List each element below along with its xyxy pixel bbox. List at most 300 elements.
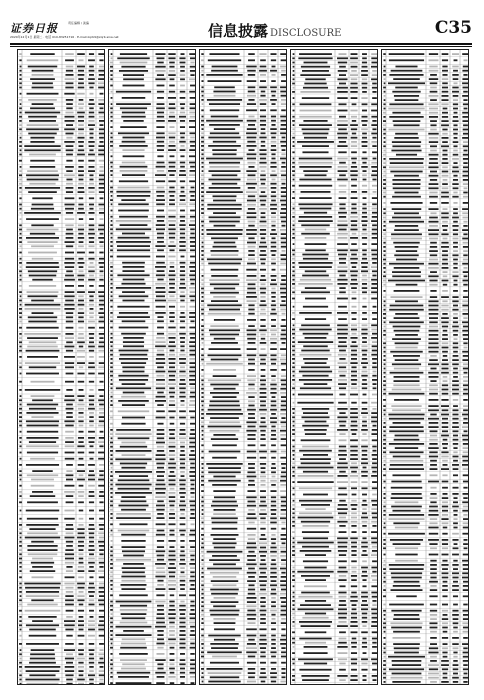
table-cell-text — [210, 283, 239, 285]
table-cell-text — [88, 120, 94, 122]
table-cell-text — [281, 170, 287, 172]
table-cell-text — [281, 551, 287, 553]
table-cell-text — [351, 312, 356, 314]
table-cell-text — [248, 221, 256, 223]
table-cell-text — [179, 530, 185, 532]
table-cell-text — [271, 325, 276, 327]
table-cell-text — [271, 263, 276, 265]
table-cell-text — [351, 375, 357, 377]
table-cell-text — [260, 430, 265, 432]
table-cell-text — [281, 384, 286, 386]
table-cell-text — [99, 562, 104, 564]
table-cell-text — [441, 456, 448, 458]
table-cell-text — [180, 379, 185, 381]
table-cell-text — [99, 474, 103, 476]
table-cell-text — [180, 509, 185, 511]
table-cell-text — [453, 372, 458, 374]
table-cell-text — [442, 474, 447, 476]
table-cell-text — [442, 116, 448, 118]
table-cell-text — [79, 179, 84, 181]
table-cell-text — [110, 584, 112, 586]
table-cell-text — [292, 550, 295, 552]
table-cell-text — [430, 501, 436, 503]
table-cell-text — [281, 444, 287, 446]
table-cell-text — [157, 423, 163, 425]
table-cell-text — [110, 241, 112, 243]
table-cell-text — [302, 375, 328, 377]
table-cell-text — [299, 450, 332, 452]
table-cell-text — [383, 342, 386, 344]
table-cell-text — [259, 354, 266, 356]
table-cell-text — [89, 341, 94, 343]
table-cell-text — [248, 668, 255, 670]
table-cell-text — [169, 126, 174, 128]
table-cell-text — [362, 185, 367, 187]
table-cell-text — [78, 653, 83, 655]
table-cell-text — [292, 608, 294, 610]
table-cell-text — [280, 392, 287, 394]
table-cell-text — [300, 354, 332, 356]
table-cell-text — [99, 491, 103, 493]
table-cell-text — [270, 388, 276, 390]
table-cell-text — [31, 416, 53, 418]
table-cell-text — [452, 74, 458, 76]
table-cell-text — [292, 638, 295, 640]
table-cell-text — [248, 166, 254, 168]
table-cell-text — [156, 442, 165, 444]
table-cell-text — [190, 141, 196, 143]
table-cell-text — [115, 433, 151, 435]
table-cell-text — [338, 166, 348, 168]
table-cell-text — [169, 492, 176, 494]
table-cell-text — [201, 325, 204, 327]
table-cell-text — [463, 158, 468, 160]
table-cell-text — [350, 124, 358, 126]
table-cell-text — [180, 429, 186, 431]
table-cell-text — [429, 175, 439, 177]
table-cell-text — [190, 210, 195, 212]
table-cell-text — [248, 593, 256, 595]
table-cell-text — [362, 638, 366, 640]
table-cell-text — [99, 683, 104, 685]
table-cell-text — [180, 300, 184, 302]
table-cell-text — [362, 525, 366, 527]
table-cell-text — [201, 635, 204, 637]
table-cell-text — [384, 271, 386, 273]
table-cell-text — [213, 513, 236, 515]
table-cell-text — [157, 141, 164, 143]
table-cell-text — [27, 474, 58, 476]
table-cell-text — [99, 524, 104, 526]
table-cell-text — [79, 270, 84, 272]
table-cell-text — [441, 363, 448, 365]
table-cell-text — [362, 646, 367, 648]
table-cell-text — [271, 496, 276, 498]
table-cell-text — [453, 162, 457, 164]
table-cell-text — [372, 617, 378, 619]
table-cell-text — [293, 646, 295, 648]
table-cell-text — [118, 676, 149, 678]
table-cell-text — [442, 652, 447, 654]
table-cell-text — [99, 285, 104, 287]
table-cell-text — [110, 287, 112, 289]
table-cell-text — [156, 492, 166, 494]
table-cell-text — [362, 57, 367, 59]
table-cell-text — [212, 396, 236, 398]
table-cell-text — [462, 560, 469, 562]
table-cell-text — [430, 246, 437, 248]
table-cell-text — [179, 141, 185, 143]
table-cell-text — [89, 399, 94, 401]
table-cell-text — [247, 476, 257, 478]
table-cell-text — [453, 439, 459, 441]
table-cell-text — [89, 381, 94, 383]
table-cell-text — [394, 137, 418, 139]
table-cell-text — [430, 610, 437, 612]
table-cell-text — [339, 208, 345, 210]
table-cell-text — [362, 387, 367, 389]
table-cell-text — [190, 588, 196, 590]
table-cell-text — [305, 237, 327, 239]
table-cell-text — [259, 576, 267, 578]
table-cell-text — [271, 471, 276, 473]
table-cell-text — [362, 87, 367, 89]
table-cell-text — [383, 443, 386, 445]
table-cell-text — [26, 420, 59, 422]
table-cell-text — [110, 509, 113, 511]
table-cell-text — [292, 546, 294, 548]
table-cell-text — [372, 596, 378, 598]
table-cell-text — [88, 321, 95, 323]
table-cell-text — [189, 563, 195, 565]
table-cell-text — [393, 456, 421, 458]
table-cell-text — [394, 330, 420, 332]
table-cell-text — [338, 487, 346, 489]
table-cell-text — [88, 408, 95, 410]
table-cell-text — [89, 545, 95, 547]
table-cell-text — [442, 313, 447, 315]
table-cell-text — [209, 179, 241, 181]
table-cell-text — [350, 216, 358, 218]
table-cell-text — [260, 258, 266, 260]
table-cell-text — [66, 82, 74, 84]
table-cell-text — [157, 195, 165, 197]
table-cell-text — [77, 373, 84, 375]
table-cell-text — [155, 300, 166, 302]
table-cell-text — [260, 668, 265, 670]
table-cell-text — [170, 509, 175, 511]
table-cell-text — [259, 628, 266, 630]
table-cell-text — [430, 355, 436, 357]
table-cell-text — [430, 380, 436, 382]
table-cell-text — [19, 553, 21, 555]
table-cell-text — [383, 460, 385, 462]
table-cell-text — [246, 191, 257, 193]
table-cell-text — [19, 549, 22, 551]
table-cell-text — [271, 334, 276, 336]
table-cell-text — [463, 522, 469, 524]
table-cell-text — [110, 659, 112, 661]
table-cell-text — [270, 342, 276, 344]
table-cell-text — [98, 99, 104, 101]
table-cell-text — [430, 129, 437, 131]
table-cell-text — [270, 354, 276, 356]
table-cell-text — [280, 490, 287, 492]
table-cell-text — [181, 256, 185, 258]
table-cell-text — [248, 116, 254, 118]
table-cell-text — [78, 416, 84, 418]
table-cell-text — [248, 250, 254, 252]
table-cell-text — [201, 400, 204, 402]
table-cell-text — [155, 70, 165, 72]
table-cell-text — [157, 634, 163, 636]
table-cell-text — [430, 87, 437, 89]
table-cell-text — [79, 518, 84, 520]
table-cell-text — [362, 358, 367, 360]
table-cell-text — [463, 589, 468, 591]
table-cell-text — [208, 80, 242, 82]
table-cell-text — [201, 74, 203, 76]
table-cell-text — [430, 497, 438, 499]
table-cell-text — [116, 220, 152, 222]
table-cell-text — [299, 53, 332, 55]
table-cell-text — [66, 545, 73, 547]
table-cell-text — [383, 481, 385, 483]
table-cell-text — [280, 283, 286, 285]
table-cell-text — [201, 622, 203, 624]
table-cell-text — [247, 300, 257, 302]
table-cell-text — [362, 162, 366, 164]
table-cell-text — [428, 426, 438, 428]
table-cell-text — [169, 295, 174, 297]
table-cell-text — [27, 501, 58, 503]
table-cell-text — [430, 202, 437, 204]
table-cell-text — [383, 581, 385, 583]
table-cell-text — [396, 259, 417, 261]
table-cell-text — [201, 668, 204, 670]
table-cell-text — [110, 149, 112, 151]
table-cell-text — [156, 216, 165, 218]
table-cell-text — [246, 229, 257, 231]
table-cell-text — [111, 295, 113, 297]
table-cell-text — [248, 522, 254, 524]
table-cell-text — [430, 656, 437, 658]
table-cell-text — [292, 379, 295, 381]
table-cell-text — [441, 664, 449, 666]
table-cell-text — [361, 471, 368, 473]
table-cell-text — [371, 174, 378, 176]
table-cell-text — [270, 651, 276, 653]
table-cell-text — [428, 233, 438, 235]
table-cell-text — [19, 312, 22, 314]
table-cell-text — [339, 663, 345, 665]
table-cell-text — [66, 183, 73, 185]
table-cell-text — [19, 78, 21, 80]
table-cell-text — [260, 635, 267, 637]
table-cell-text — [389, 568, 423, 570]
table-cell-text — [261, 263, 265, 265]
table-cell-text — [89, 275, 94, 277]
table-cell-text — [361, 412, 368, 414]
table-cell-text — [428, 539, 439, 541]
table-cell-text — [429, 162, 438, 164]
table-cell-text — [301, 439, 331, 441]
table-cell-text — [352, 571, 357, 573]
table-cell-text — [157, 270, 165, 272]
table-cell-text — [99, 679, 103, 681]
table-cell-text — [453, 647, 459, 649]
table-cell-text — [463, 342, 467, 344]
table-cell-text — [121, 584, 147, 586]
table-cell-text — [181, 400, 185, 402]
table-cell-text — [20, 404, 22, 406]
table-cell-text — [157, 630, 163, 632]
table-cell-text — [339, 366, 346, 368]
table-cell-text — [372, 341, 377, 343]
table-cell-text — [293, 617, 295, 619]
table-cell-text — [383, 622, 386, 624]
table-cell-text — [111, 103, 113, 105]
table-cell-text — [396, 154, 417, 156]
table-cell-text — [304, 585, 327, 587]
table-cell-text — [190, 517, 195, 519]
table-cell-text — [65, 252, 74, 254]
table-cell-text — [180, 199, 185, 201]
table-cell-text — [29, 275, 57, 277]
table-cell-text — [351, 554, 356, 556]
table-cell-text — [384, 363, 386, 365]
table-cell-text — [117, 274, 149, 276]
table-cell-text — [371, 475, 378, 477]
table-cell-text — [24, 212, 61, 214]
table-cell-text — [31, 208, 54, 210]
table-cell-text — [303, 306, 328, 308]
table-cell-text — [201, 457, 203, 459]
table-cell-text — [111, 132, 113, 134]
table-cell-text — [169, 270, 175, 272]
table-cell-text — [168, 300, 176, 302]
table-cell-text — [362, 521, 368, 523]
table-cell-text — [66, 237, 74, 239]
table-cell-text — [443, 179, 448, 181]
table-cell-text — [19, 501, 22, 503]
table-cell-text — [110, 617, 113, 619]
table-cell-text — [441, 399, 448, 401]
table-cell-text — [66, 653, 73, 655]
table-cell-text — [428, 447, 438, 449]
table-cell-text — [430, 487, 436, 489]
table-cell-text — [299, 312, 331, 314]
table-cell-text — [201, 124, 204, 126]
table-cell-text — [156, 682, 164, 684]
table-cell-text — [206, 463, 242, 465]
table-cell-text — [271, 195, 277, 197]
table-cell-text — [110, 270, 112, 272]
table-cell-text — [116, 241, 151, 243]
table-cell-text — [88, 528, 94, 530]
table-cell-text — [190, 195, 194, 197]
table-cell-text — [389, 468, 424, 470]
table-cell-text — [339, 358, 345, 360]
table-cell-text — [180, 291, 184, 293]
table-cell-text — [248, 568, 255, 570]
table-cell-text — [301, 416, 329, 418]
table-cell-text — [270, 584, 277, 586]
table-cell-text — [190, 423, 195, 425]
table-cell-text — [122, 617, 146, 619]
table-cell-text — [157, 676, 165, 678]
table-cell-text — [88, 362, 94, 364]
table-cell-text — [271, 149, 277, 151]
table-cell-text — [179, 576, 185, 578]
table-cell-text — [31, 245, 54, 247]
table-cell-text — [337, 429, 348, 431]
table-cell-text — [65, 53, 74, 55]
table-cell-text — [169, 622, 174, 624]
table-cell-text — [190, 433, 195, 435]
table-cell-text — [442, 259, 447, 261]
table-cell-text — [78, 683, 84, 685]
table-cell-text — [395, 560, 418, 562]
table-cell-text — [119, 358, 148, 360]
table-cell-text — [281, 166, 286, 168]
table-cell-text — [305, 243, 327, 245]
table-cell-text — [384, 300, 386, 302]
table-cell-text — [19, 591, 22, 593]
table-cell-text — [155, 345, 166, 347]
table-cell-text — [282, 250, 286, 252]
table-cell-text — [110, 594, 113, 596]
table-cell-text — [180, 513, 184, 515]
table-cell-text — [168, 567, 176, 569]
table-cell-text — [89, 99, 94, 101]
table-cell-text — [88, 212, 94, 214]
table-cell-text — [442, 506, 448, 508]
table-cell-text — [339, 116, 346, 118]
table-cell-text — [201, 91, 204, 93]
table-cell-text — [189, 354, 195, 356]
table-cell-text — [261, 369, 266, 371]
table-cell-text — [384, 137, 386, 139]
table-cell-text — [210, 392, 239, 394]
table-cell-text — [280, 66, 287, 68]
table-cell-text — [351, 254, 357, 256]
table-cell-text — [201, 99, 203, 101]
table-cell-text — [453, 133, 457, 135]
table-cell-text — [270, 384, 276, 386]
table-cell-text — [260, 563, 267, 565]
table-cell-text — [339, 631, 346, 633]
table-cell-text — [201, 246, 203, 248]
table-cell-text — [156, 191, 165, 193]
table-cell-text — [190, 66, 195, 68]
table-cell-text — [259, 187, 266, 189]
table-cell-text — [339, 203, 345, 205]
table-cell-text — [260, 538, 267, 540]
table-cell-text — [25, 308, 61, 310]
table-cell-text — [442, 560, 447, 562]
table-cell-text — [111, 392, 113, 394]
table-cell-text — [371, 66, 378, 68]
table-cell-text — [78, 327, 83, 329]
table-cell-text — [430, 179, 437, 181]
table-cell-text — [305, 600, 326, 602]
table-cell-text — [190, 137, 195, 139]
table-cell-text — [77, 445, 84, 447]
table-cell-text — [179, 643, 185, 645]
table-cell-text — [180, 454, 185, 456]
table-cell-text — [202, 363, 204, 365]
